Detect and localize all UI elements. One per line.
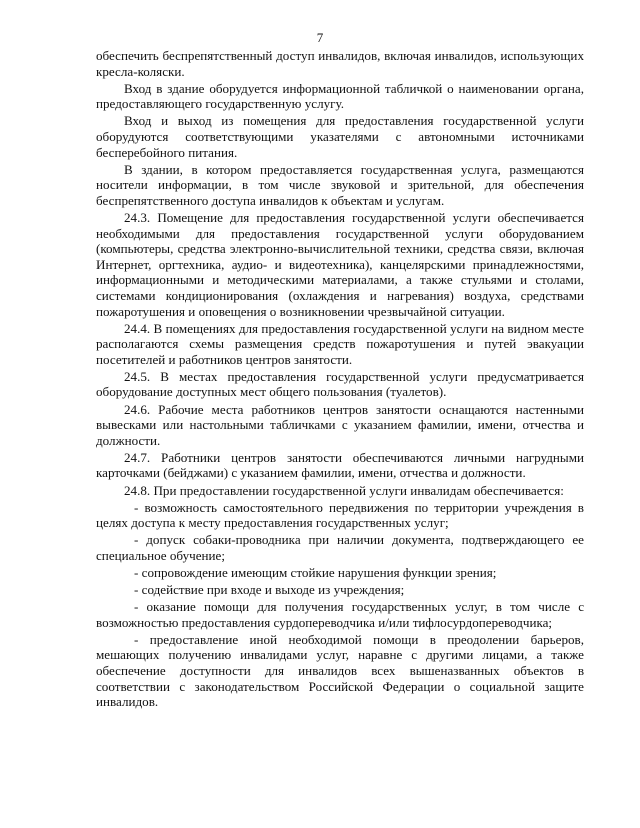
list-item: - сопровождение имеющим стойкие нарушения функции зрения; bbox=[134, 565, 497, 580]
paragraph-24-6: 24.6. Рабочие места работников центров занятости оснащаются настенными вывесками или настольными табличками с указанием фамилии, имени, отчества и должности. bbox=[96, 401, 584, 448]
paragraph-24-7: 24.7. Работники центров занятости обеспечиваются личными нагрудными карточками (бейджами) с указанием фамилии, имени, отчества и должности. bbox=[96, 449, 584, 481]
paragraph-24-8: 24.8. При предоставлении государственной услуги инвалидам обеспечивается: bbox=[124, 482, 564, 498]
paragraph-information-carriers: В здании, в котором предоставляется государственная услуга, размещаются носители информации, в том числе звуковой и зрительной, для обеспечения беспрепятственного доступа инвалидов к объектам и услугам. bbox=[96, 161, 584, 208]
document-body bbox=[96, 48, 584, 711]
list-item: - содействие при входе и выходе из учреждения; bbox=[134, 582, 405, 598]
paragraph-entrance-sign: Вход в здание оборудуется информационной табличкой о наименовании органа, предоставляющего государственную услугу. bbox=[96, 80, 584, 112]
list-item: - предоставление иной необходимой помощи в преодолении барьеров, мешающих получению инвалидами услуг, наравне с другими лицами, а также обеспечение доступности для инвалидов всех вышеназванных объектов в соответствии с законодательством Российской Федерации о социальной защите инвалидов. bbox=[96, 631, 584, 710]
paragraph-access: обеспечить беспрепятственный доступ инвалидов, включая инвалидов, использующих кресла-коляски. bbox=[96, 48, 584, 79]
paragraph-24-3: 24.3. Помещение для предоставления государственной услуги обеспечивается необходимыми для предоставления государственной услуги оборудованием (компьютеры, средства электронно-вычислительной техники, средства связи, включая Интернет, оргтехника, аудио- и видеотехника), канцелярскими принадлежностями, информационными и методическими материалами, а также стульями и столами, системами кондиционирования (охлаждения и нагревания) воздуха, средствами пожаротушения и оповещения о возникновении чрезвычайной ситуации. bbox=[96, 209, 584, 319]
list-item: - оказание помощи для получения государственных услуг, в том числе с возможностью предоставления сурдопереводчика и/или тифлосурдопереводчика; bbox=[96, 599, 584, 630]
paragraph-24-4: 24.4. В помещениях для предоставления государственной услуги на видном месте располагаются схемы размещения средств пожаротушения и путей эвакуации посетителей и работников центров занятости. bbox=[96, 320, 584, 367]
paragraph-24-5: 24.5. В местах предоставления государственной услуги предусматривается оборудование доступных мест общего пользования (туалетов). bbox=[96, 368, 584, 400]
list-item: - возможность самостоятельного передвижения по территории учреждения в целях доступа к месту предоставления государственных услуг; bbox=[96, 499, 584, 531]
page-number: 7 bbox=[316, 30, 324, 45]
paragraph-entrance-exit: Вход и выход из помещения для предоставления государственной услуги оборудуются соответствующими указателями с автономными источниками бесперебойного питания. bbox=[96, 113, 584, 160]
list-item: - допуск собаки-проводника при наличии документа, подтверждающего ее специальное обучение; bbox=[96, 532, 584, 563]
